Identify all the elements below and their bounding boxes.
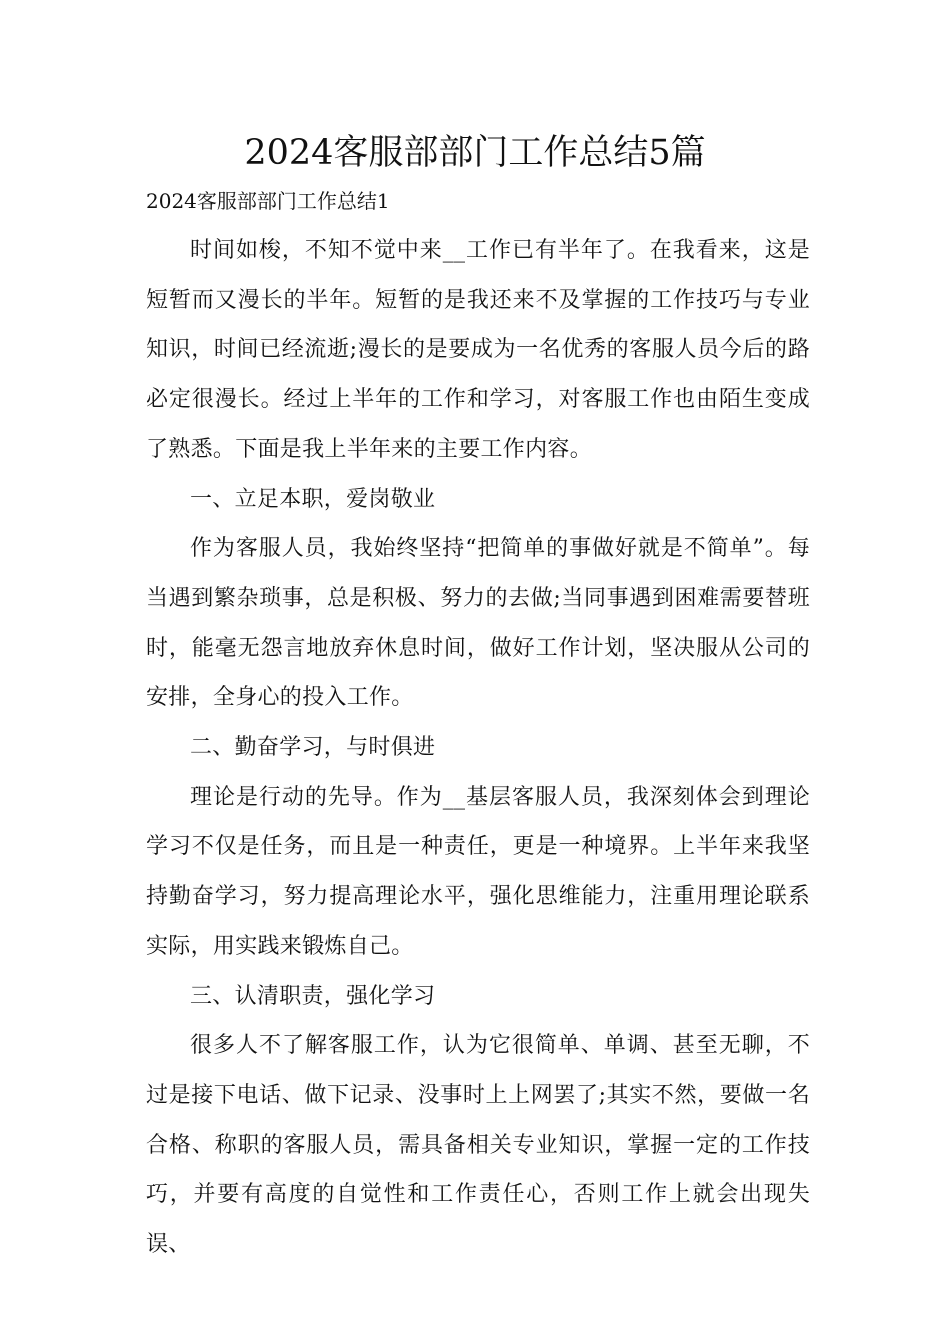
section-subtitle: 2024客服部部门工作总结1	[146, 189, 390, 213]
document-title: 2024客服部部门工作总结5篇	[244, 133, 706, 173]
paragraph-section-3: 很多人不了解客服工作，认为它很简单、单调、甚至无聊，不过是接下电话、做下记录、没事时上上网罢了;其实不然，要做一名合格、称职的客服人员，需具备相关专业知识，掌握一定的工作技巧，并要有高度的自觉性和工作责任心，否则工作上就会出现失误、	[146, 1033, 810, 1258]
heading-section-2: 二、勤奋学习，与时俱进	[190, 735, 436, 761]
document-body	[146, 226, 810, 1270]
heading-section-1: 一、立足本职，爱岗敬业	[190, 486, 436, 512]
paragraph-intro: 时间如梭，不知不觉中来__工作已有半年了。在我看来，这是短暂而又漫长的半年。短暂的是我还来不及掌握的工作技巧与专业知识，时间已经流逝;漫长的是要成为一名优秀的客服人员今后的路必定很漫长。经过上半年的工作和学习，对客服工作也由陌生变成了熟悉。下面是我上半年来的主要工作内容。	[146, 238, 810, 462]
paragraph-section-1: 作为客服人员，我始终坚持“把简单的事做好就是不简单”。每当遇到繁杂琐事，总是积极、努力的去做;当同事遇到困难需要替班时，能毫无怨言地放弃休息时间，做好工作计划，坚决服从公司的安排，全身心的投入工作。	[146, 536, 810, 711]
heading-section-3: 三、认清职责，强化学习	[190, 983, 436, 1009]
paragraph-section-2: 理论是行动的先导。作为__基层客服人员，我深刻体会到理论学习不仅是任务，而且是一种责任，更是一种境界。上半年来我坚持勤奋学习，努力提高理论水平，强化思维能力，注重用理论联系实际，用实践来锻炼自己。	[146, 784, 810, 959]
